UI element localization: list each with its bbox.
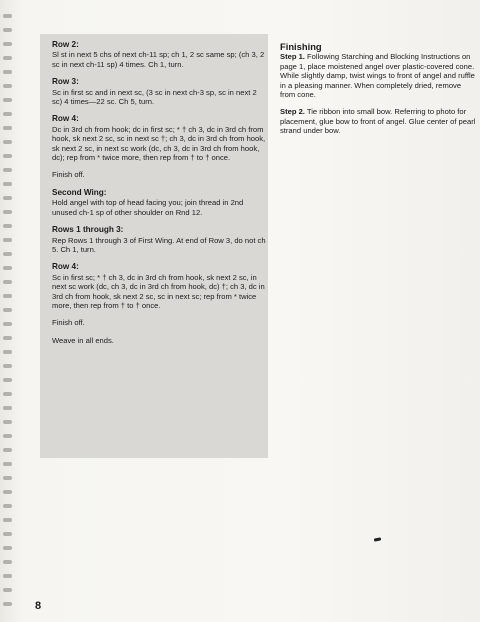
second-wing-heading: Second Wing: xyxy=(52,187,107,197)
step-1-label: Step 1. xyxy=(280,52,305,62)
row3-text: Sc in first sc and in next sc, (3 sc in next ch-3 sp, sc in next 2 sc) 4 times—22 sc. Ch 5, turn. xyxy=(52,87,257,107)
step-1 xyxy=(280,52,476,99)
right-column xyxy=(280,42,476,144)
row2-text: Sl st in next 5 chs of next ch-11 sp; ch 1, 2 sc same sp; (ch 3, 2 sc in next ch-11 sp) 4 times. Ch 1, turn. xyxy=(52,50,265,69)
weave-ends-text: Weave in all ends. xyxy=(52,335,114,345)
finish-off-text-2: Finish off. xyxy=(52,318,85,328)
row4b-heading: Row 4: xyxy=(52,262,79,272)
left-column xyxy=(52,40,266,353)
second-wing-text: Hold angel with top of head facing you; join thread in 2nd unused ch-1 sp of other shoulder on Rnd 12. xyxy=(52,198,244,217)
step-1-text: Following Starching and Blocking Instructions on page 1, place moistened angel over plastic-covered cone. While slightly damp, twist wings to front of angel and ruffle in a pleasing manner. When completely dried, remove from cone. xyxy=(280,52,475,100)
page-number: 8 xyxy=(35,600,42,612)
row4-heading: Row 4: xyxy=(52,114,79,124)
step-2-label: Step 2. xyxy=(280,107,305,117)
step-2-text: Tie ribbon into small bow. Referring to photo for placement, glue bow to front of angel. Glue center of pearl strand under bow. xyxy=(280,107,476,136)
spiral-binding xyxy=(0,0,16,622)
row4-text: Dc in 3rd ch from hook; dc in first sc; * † ch 3, dc in 3rd ch from hook, sk next 2 sc, sc in next sc †; ch 3, dc in 3rd ch from hook, sk next 2 sc, in next sc work (dc, ch 3, dc in 3rd ch from hook, dc); rep from * twice more, then rep from † to † once. xyxy=(52,124,266,163)
finish-off-text: Finish off. xyxy=(52,170,85,180)
row3-heading: Row 3: xyxy=(52,77,79,87)
finishing-title: Finishing xyxy=(280,41,322,52)
row2-heading: Row 2: xyxy=(52,40,79,49)
rows1to3-heading: Rows 1 through 3: xyxy=(52,225,124,235)
step-2 xyxy=(280,107,476,135)
ink-speck xyxy=(374,537,381,541)
row4b-text: Sc in first sc; * † ch 3, dc in 3rd ch from hook, sk next 2 sc, in next sc work (dc, ch 3, dc in 3rd ch from hook, dc) †; ch 3, dc in 3rd ch from hook, sk next 2 sc, sc in next sc; rep from * twice more, then rep from † to † once. xyxy=(52,272,265,310)
rows1to3-text: Rep Rows 1 through 3 of First Wing. At end of Row 3, do not ch 5. Ch 1, turn. xyxy=(52,235,266,254)
